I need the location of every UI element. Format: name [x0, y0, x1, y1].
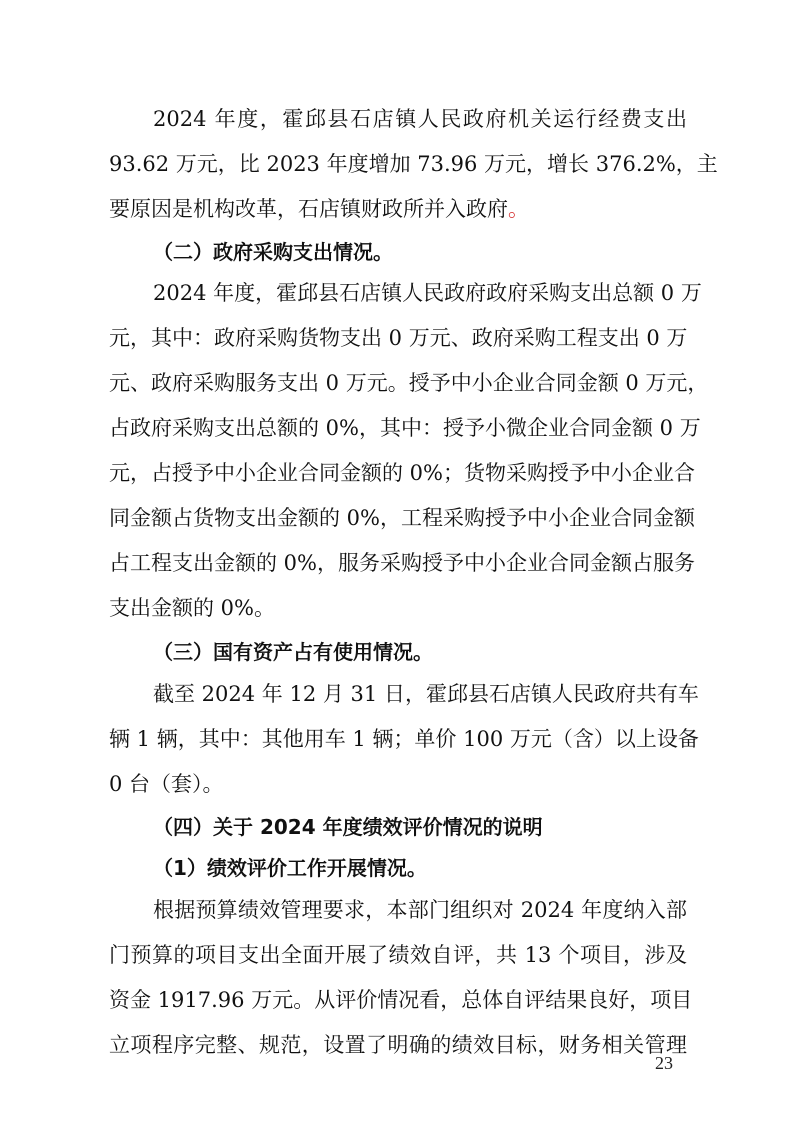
heading-state-assets: （三）国有资产占有使用情况。	[153, 640, 433, 664]
para2-line4: 占政府采购支出总额的 0%，其中：授予小微企业合同金额 0 万	[109, 416, 701, 440]
para2-line5: 元，占授予中小企业合同金额的 0%；货物采购授予中小企业合	[109, 461, 695, 485]
para3-line3: 0 台（套）。	[109, 772, 224, 796]
para2-line2: 元，其中：政府采购货物支出 0 万元、政府采购工程支出 0 万	[109, 326, 688, 350]
para4-line4: 立项程序完整、规范，设置了明确的绩效目标，财务相关管理	[109, 1033, 687, 1057]
para4-line1: 根据预算绩效管理要求，本部门组织对 2024 年度纳入部	[153, 898, 687, 922]
para2-line7: 占工程支出金额的 0%，服务采购授予中小企业合同金额占服务	[109, 551, 695, 575]
page-number: 23	[655, 1053, 673, 1073]
para1-red-period: 。	[508, 197, 529, 221]
para2-line6: 同金额占货物支出金额的 0%，工程采购授予中小企业合同金额	[109, 506, 695, 530]
para1-line2: 93.62 万元，比 2023 年度增加 73.96 万元，增长 376.2%，主	[109, 152, 718, 176]
para2-line8: 支出金额的 0%。	[109, 596, 275, 620]
heading-performance-evaluation: （四）关于 2024 年度绩效评价情况的说明	[153, 815, 543, 839]
para4-line3: 资金 1917.96 万元。从评价情况看，总体自评结果良好，项目	[109, 988, 693, 1012]
para3-line2: 辆 1 辆，其中：其他用车 1 辆；单价 100 万元（含）以上设备	[109, 727, 699, 751]
para3-line1: 截至 2024 年 12 月 31 日，霍邱县石店镇人民政府共有车	[153, 682, 699, 706]
heading-government-procurement: （二）政府采购支出情况。	[153, 240, 393, 264]
para2-line1: 2024 年度，霍邱县石店镇人民政府政府采购支出总额 0 万	[153, 281, 702, 305]
para1-line3	[109, 189, 687, 229]
para1-line3-text: 要原因是机构改革，石店镇财政所并入政府	[109, 197, 508, 221]
para1-line1: 2024 年度，霍邱县石店镇人民政府机关运行经费支出	[153, 107, 687, 131]
heading-evaluation-work: （1）绩效评价工作开展情况。	[153, 856, 427, 880]
para2-line3: 元、政府采购服务支出 0 万元。授予中小企业合同金额 0 万元，	[109, 371, 709, 395]
para4-line2: 门预算的项目支出全面开展了绩效自评，共 13 个项目，涉及	[109, 943, 687, 967]
